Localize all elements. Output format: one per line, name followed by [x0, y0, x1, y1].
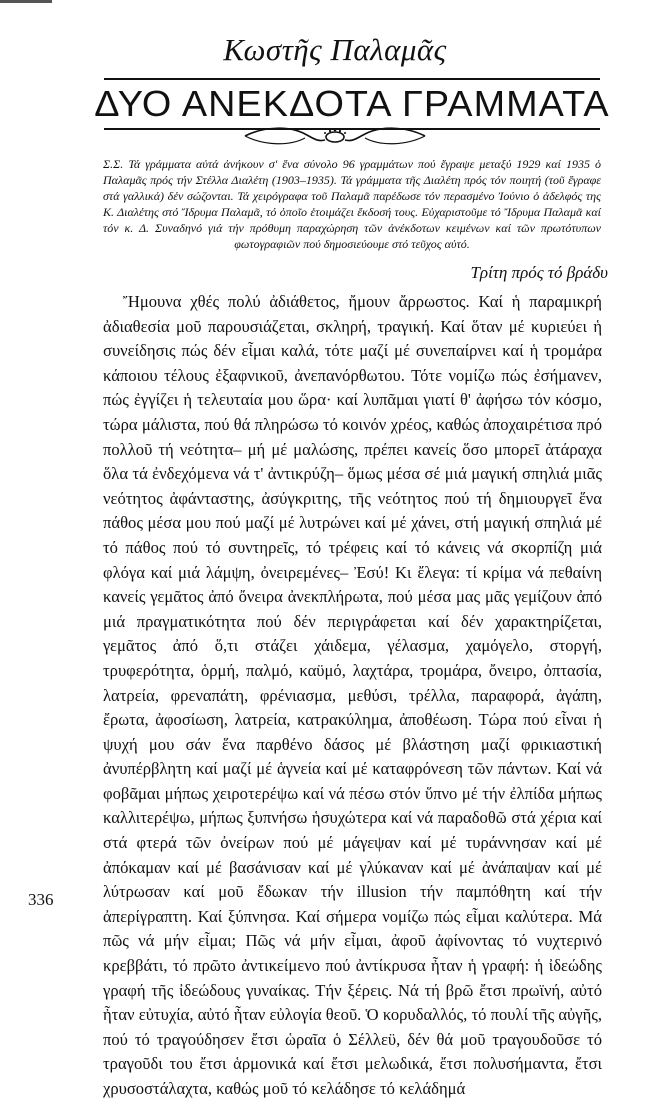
- author-name: Κωστῆς Παλαμᾶς: [223, 32, 447, 67]
- letter-body: Ἤμουνα χθές πολύ ἀδιάθετος, ἤμουν ἄρρωστος. Καί ἡ παραμικρή ἀδιαθεσία μοῦ παρουσιάζεται, σκληρή, τραγική. Καί ὅταν μέ κυριεύει ἡ συνείδησις πώς δέν εἶμαι καλά, τότε μαζί μέ συνεπαίρνει καί ἡ τρομάρα κάποιου τέλους ἐξαφνικοῦ, ἀνεπανόρθωτου. Τότε νομίζω πώς ἐσήμανεν, πώς ἐγγίζει ἡ τελευταία μου ὥρα· καί λυπᾶμαι γιατί θ' ἀφήσω τόν κόσμο, τώρα μάλιστα, πού θά πληρώσω τό κοινόν χρέος, καθώς ἀποχαιρέτισα πρό πολλοῦ τή νεότητα– μή μέ μαλώσης, πρέπει κανείς ὅσο μπορεῖ ἀτάραχα ὅλα τά ἐνδεχόμενα νά τ' ἀντικρύζη– ὅμως μέσα σέ μιά μαγική σπηλιά μιᾶς νεότητος ἀφάνταστης, ἀσύγκριτης, τῆς νεότητος πού τή δημιουργεῖ ἕνα πάθος μέσα μου πού μαζί μέ λυτρώνει καί μέ χάνει, στή μαγική σπηλιά μέ τό πάθος πού τό συντηρεῖς, τό τρέφεις καί τό κάνεις νά σκορπίζη μιά φλόγα καί μιά λάμψη, ὀνειρεμένες– Ἐσύ! Κι ἔλεγα: τί κρίμα νά πεθαίνη κανείς γεμᾶτος ἀπό ὄνειρα ἀνεκπλήρωτα, πού μέσα μας μᾶς γεμίζουν ἀπό μιά πραγματικότητα πού δέν περιγράφεται καί δέν χαρακτηρίζεται, γεμᾶτος ἀπό ὅ,τι στάζει χάιδεμα, γέλασμα, χαμόγελο, στοργή, τρυφερότητα, ὁρμή, παλμό, καϋμό, λαχτάρα, τρομάρα, ὄνειρο, ὀπτασία, λατρεία, φρεναπάτη, φρένιασμα, μεθύσι, τρέλλα, παραφορά, ἀγάπη, ἔρωτα, ἀφοσίωση, λατρεία, κατρακύλημα, ἀποθέωση. Τώρα πού εἶναι ἡ ψυχή μου σάν ἕνα παρθένο δάσος μέ βλάστηση μαζί φρικιαστική ἀνυπέρβλητη καί μαζί μέ ἁγνεία καί μέ καταφρόνεση τῶν πάντων. Καί νά φοβᾶμαι μήπως χειροτερέψω καί νά πέσω στόν ὕπνο μέ τήν ἐλπίδα μήπως καλλιτερέψω, μήπως ξυπνήσω ἡσυχώτερα καί νά παραδοθῶ στά χέρια καί στά φτερά τῶν ὀνείρων πού μέ μάγεψαν καί μέ τυράννησαν καί μέ ἀπόκαμαν καί μέ βασάνισαν καί μέ γλύκαναν καί μέ ἀνάπαψαν καί μέ λύτρωσαν καί μοῦ ἔδωκαν τήν illusion τήν παμπόθητη καί τήν ἀπερίγραπτη. Καί ξύπνησα. Καί σήμερα νομίζω πώς εἶμαι καλύτερα. Μά πῶς νά μήν εἶμαι; Πῶς νά μήν εἶμαι, ἀφοῦ ἀφίνοντας τό νυχτερινό κρεββάτι, τό πρῶτο ἀντικείμενο πού ἀντίκρυσα ἦταν ἡ γραφή: ἡ ἰδεώδης γραφή τῆς ἰδεώδους γυναίκας. Τήν ξέρεις. Νά τή βρῶ ἔτσι πρωϊνή, αὐτό ἦταν εὐτυχία, αὐτό ἦταν εὐλογία θεοῦ. Ὁ κορυδαλλός, τό πουλί τῆς αὐγῆς, πού τό τραγούδησεν ἔτσι ὡραῖα ὁ Σέλλεϋ, δέν θά μοῦ τραγουδοῦσε τό τραγοῦδι του ἔτσι ἁρμονικά καί ἔτσι μελωδικά, ἔτσι πολυσήμαντα, ἔτσι χρυσοστάλαχτα, καθώς μοῦ τό κελάδησε τό κελάδημά: [103, 292, 602, 1098]
- title-block: [94, 78, 610, 130]
- ornament-flourish-icon: [235, 124, 435, 148]
- page-number: 336: [28, 890, 54, 909]
- editor-note: Σ.Σ. Τά γράμματα αὐτά ἀνήκουν σ' ἕνα σύνολο 96 γραμμάτων πού ἔγραψε μεταξύ 1929 καί 1935 ὁ Παλαμᾶς πρός τήν Στέλλα Διαλέτη (1903–1935). Τά γράμματα τῆς Διαλέτη πρός τόν ποιητή (τοῦ ἔγραφε στά γαλλικά) δέν σώζονται. Τά χειρόγραφα τοῦ Παλαμᾶ παρέδωσε τόν περασμένο Ἰούνιο ὁ ἀδελφός της Κ. Διαλέτης στό Ἴδρυμα Παλαμᾶ, τό ὁποῖο ἑτοιμάζει ἔκδοσή τους. Εὐχαριστοῦμε τό Ἴδρυμα Παλαμᾶ καί τόν κ. Δ. Συναδηνό γιά τήν πρόθυμη παραχώρηση τῶν ἀνέκδοτων κειμένων καί τῶν πρωτότυπων φωτογραφιῶν πού δημοσιεύουμε στό τεῦχος αὐτό.: [103, 157, 601, 251]
- title-top-rule: [104, 78, 600, 80]
- top-edge-mark: [0, 0, 52, 3]
- letter-dateline: Τρίτη πρός τό βράδυ: [470, 263, 608, 282]
- article-title: ΔΥΟ ΑΝΕΚΔΟΤΑ ΓΡΑΜΜΑΤΑ: [94, 83, 610, 124]
